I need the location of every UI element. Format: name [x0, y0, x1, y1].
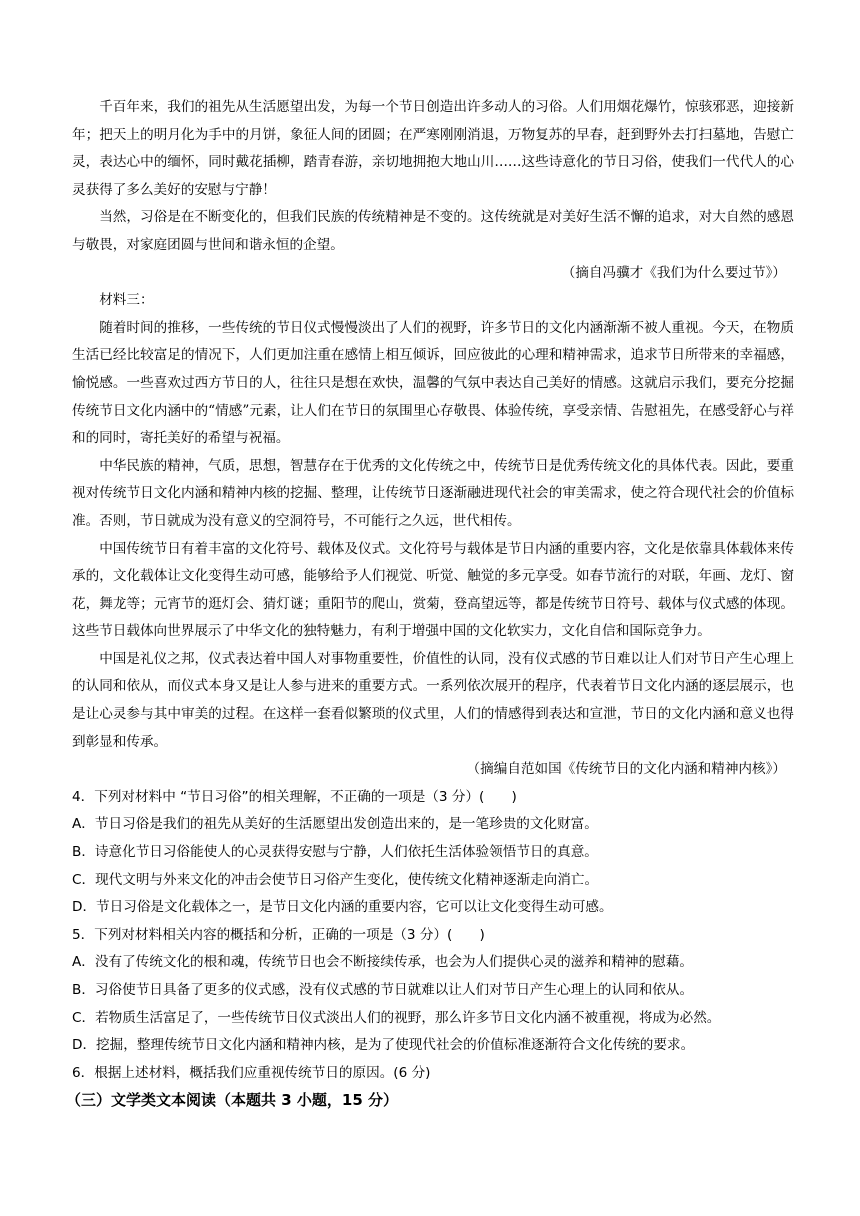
- material3-source: （摘编自范如国《传统节日的文化内涵和精神内核》）: [466, 761, 786, 778]
- material3-label: 材料三：: [99, 292, 154, 309]
- section-heading: （三）文学类文本阅读（本题共 3 小题，15 分）: [66, 1091, 398, 1110]
- material3-paragraph-4: 中国是礼仪之邦，仪式表达着中国人对事物重要性，价值性的认同，没有仪式感的节日难以让人们对节日产生心理上的认同和依从，而仪式本身又是让人参与进来的重要方式。一系列依次展开的程序，代表着节日文化内涵的逐层展示，也是让心灵参与其中审美的过程。在这样一套看似繁琐的仪式里，人们的情感得到表达和宣泄，节日的文化内涵和意义也得到彰显和传承。: [72, 650, 794, 750]
- material2-paragraph-1: 千百年来，我们的祖先从生活愿望出发，为每一个节日创造出许多动人的习俗。人们用烟花爆竹，惊骇邪恶，迎接新年；把天上的明月化为手中的月饼，象征人间的团圆；在严寒刚刚消退，万物复苏的早春，赶到野外去打扫墓地，告慰亡灵，表达心中的缅怀，同时戴花插柳，踏青春游，亲切地拥抱大地山川……这些诗意化的节日习俗，使我们一代代人的心灵获得了多么美好的安慰与宁静！: [72, 99, 794, 198]
- question-5-option-d: D．挖掘，整理传统节日文化内涵和精神内核，是为了使现代社会的价值标准逐渐符合文化传统的要求。: [72, 1037, 695, 1054]
- question-4-option-d: D．节日习俗是文化载体之一，是节日文化内涵的重要内容，它可以让文化变得生动可感。: [72, 899, 613, 916]
- question-5-option-b: B．习俗使节日具备了更多的仪式感，没有仪式感的节日就难以让人们对节日产生心理上的认同和依从。: [72, 982, 694, 998]
- exam-page: [66, 94, 794, 1115]
- question-4: [72, 784, 794, 922]
- material3-paragraph-2: 中华民族的精神，气质，思想，智慧存在于优秀的文化传统之中，传统节日是优秀传统文化的具体代表。因此，要重视对传统节日文化内涵和精神内核的挖掘、整理，让传统节日逐渐融进现代社会的审美需求，使之符合现代社会的价值标准。否则，节日就成为没有意义的空洞符号，不可能行之久远，世代相传。: [72, 457, 794, 529]
- question-4-option-c: C．现代文明与外来文化的冲击会使节日习俗产生变化，使传统文化精神逐渐走向消亡。: [72, 871, 599, 888]
- question-5-option-c: C．若物质生活富足了，一些传统节日仪式淡出人们的视野，那么许多节日文化内涵不被重视，将成为必然。: [72, 1009, 721, 1026]
- question-6-stem: 6．根据上述材料，概括我们应重视传统节日的原因。(6 分): [72, 1064, 431, 1081]
- question-5-option-a: A．没有了传统文化的根和魂，传统节日也会不断接续传承，也会为人们提供心灵的滋养和精神的慰藉。: [72, 954, 694, 971]
- question-5-stem: 5．下列对材料相关内容的概括和分析，正确的一项是（3 分）( ): [72, 926, 485, 943]
- question-5: [72, 922, 794, 1060]
- material3-paragraph-1: 随着时间的推移，一些传统的节日仪式慢慢淡出了人们的视野，许多节日的文化内涵渐渐不被人重视。今天，在物质生活已经比较富足的情况下，人们更加注重在感情上相互倾诉，回应彼此的心理和精神需求，追求节日所带来的幸福感，愉悦感。一些喜欢过西方节日的人，往往只是想在欢快，温馨的气氛中表达自己美好的情感。这就启示我们，要充分挖掘传统节日文化内涵中的“情感”元素，让人们在节日的氛围里心存敬畏、体验传统，享受亲情、告慰祖先，在感受舒心与祥和的同时，寄托美好的希望与祝福。: [72, 319, 794, 447]
- material2-paragraph-2: 当然，习俗是在不断变化的，但我们民族的传统精神是不变的。这传统就是对美好生活不懈的追求，对大自然的感恩与敬畏，对家庭团圆与世间和谐永恒的企望。: [72, 209, 794, 253]
- question-4-option-b: B．诗意化节日习俗能使人的心灵获得安慰与宁静，人们依托生活体验领悟节日的真意。: [72, 844, 598, 861]
- material2-source: （摘自冯骥才《我们为什么要过节》）: [561, 264, 786, 281]
- question-4-stem: 4．下列对材料中 “节日习俗”的相关理解，不正确的一项是（3 分）( ): [72, 788, 517, 805]
- question-4-option-a: A．节日习俗是我们的祖先从美好的生活愿望出发创造出来的，是一笔珍贵的文化财富。: [72, 816, 598, 833]
- material3-paragraph-3: 中国传统节日有着丰富的文化符号、载体及仪式。文化符号与载体是节日内涵的重要内容，文化是依靠具体载体来传承的，文化载体让文化变得生动可感，能够给予人们视觉、听觉、触觉的多元享受。如春节流行的对联，年画、龙灯、窗花，舞龙等；元宵节的逛灯会、猜灯谜；重阳节的爬山，赏菊，登高望远等，都是传统节日符号、载体与仪式感的体现。这些节日载体向世界展示了中华文化的独特魅力，有利于增强中国的文化软实力，文化自信和国际竞争力。: [72, 540, 794, 640]
- question-6: [72, 1060, 794, 1088]
